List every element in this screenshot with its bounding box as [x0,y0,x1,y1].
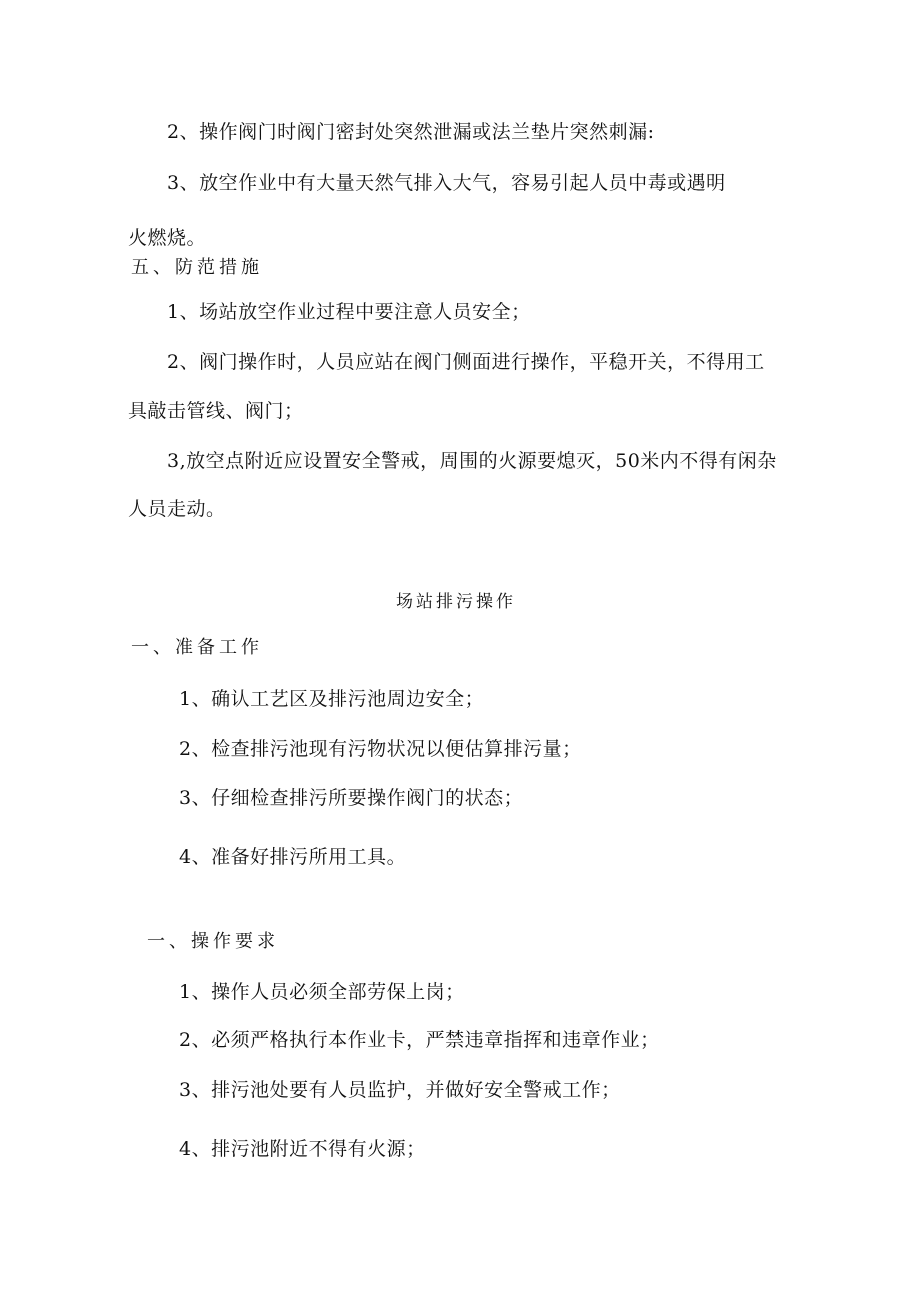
precaution-item-1: 1、场站放空作业过程中要注意人员安全； [167,301,531,323]
prep-item-3: 3、仔细检查排污所要操作阀门的状态； [179,787,524,809]
requirement-item-3: 3、排污池处要有人员监护，并做好安全警戒工作； [179,1079,621,1101]
requirement-item-2: 2、必须严格执行本作业卡，严禁违章指挥和违章作业； [179,1029,660,1051]
requirement-item-1: 1、操作人员必须全部劳保上岗； [179,981,465,1003]
requirement-item-4: 4、排污池附近不得有火源； [179,1138,426,1160]
document-title: 场站排污操作 [396,592,516,612]
requirements-heading: 一、操作要求 [147,931,279,952]
prep-item-4: 4、准备好排污所用工具。 [179,846,407,868]
precaution-item-2-line2: 具敲击管线、阀门； [128,400,304,422]
precaution-item-3-line1: 3,放空点附近应设置安全警戒，周围的火源要熄灭，50米内不得有闲杂 [167,450,777,472]
prep-item-2: 2、检查排污池现有污物状况以便估算排污量； [179,738,582,760]
hazard-item-3-line1: 3、放空作业中有大量天然气排入大气，容易引起人员中毒或遇明 [167,172,726,194]
prep-heading: 一、准备工作 [131,637,263,658]
hazard-item-2: 2、操作阀门时阀门密封处突然泄漏或法兰垫片突然刺漏: [167,121,655,143]
precaution-item-3-line2: 人员走动。 [128,498,226,520]
prep-item-1: 1、确认工艺区及排污池周边安全； [179,688,485,710]
precaution-item-2-line1: 2、阀门操作时，人员应站在阀门侧面进行操作，平稳开关，不得用工 [167,351,765,373]
precautions-heading: 五、防范措施 [131,257,263,278]
hazard-item-3-line2: 火燃烧。 [128,227,207,249]
